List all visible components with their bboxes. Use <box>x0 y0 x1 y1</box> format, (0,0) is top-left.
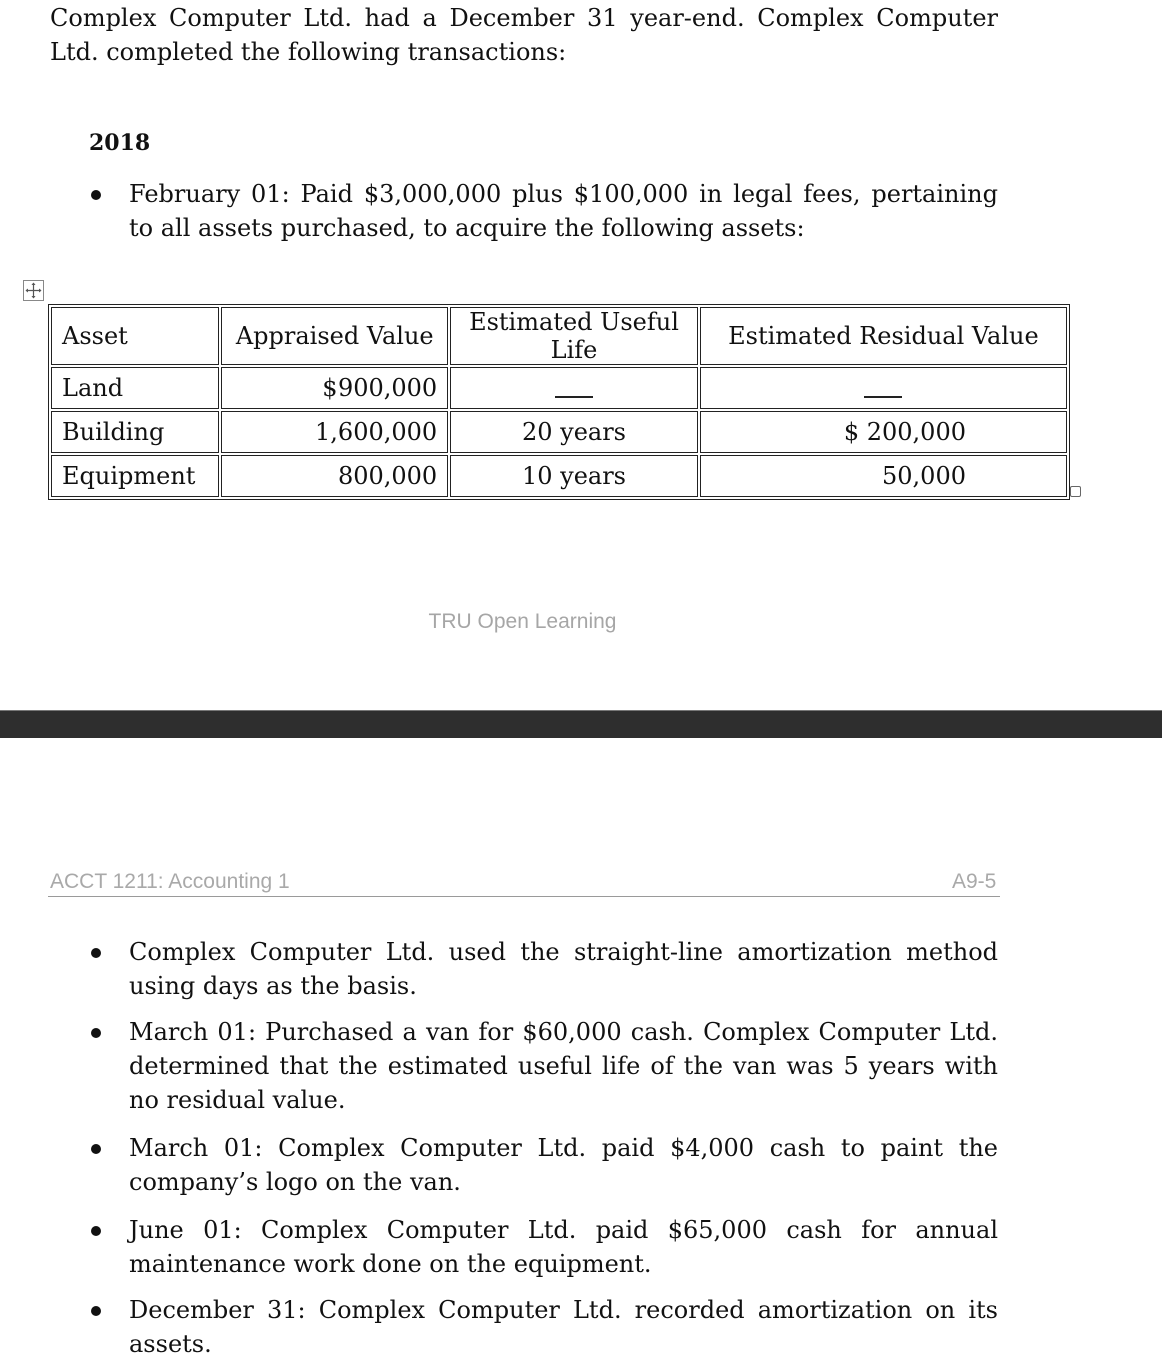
bullet-dot <box>91 1028 101 1038</box>
header-asset: Asset <box>51 307 219 365</box>
bullet-dot <box>91 1226 101 1236</box>
cell-life-dash <box>450 367 698 409</box>
page-break-bar <box>0 710 1162 738</box>
cell-appraised: 1,600,000 <box>221 411 448 453</box>
cell-residual: $ 200,000 <box>700 411 1067 453</box>
header-residual-value: Estimated Residual Value <box>700 307 1067 365</box>
cell-appraised <box>221 367 448 409</box>
cell-asset: Building <box>51 411 219 453</box>
cell-asset: Equipment <box>51 455 219 497</box>
assets-table <box>48 304 1070 500</box>
bullet-text: Complex Computer Ltd. used the straight-line amortization method using days as the basis. <box>129 938 998 1000</box>
course-header: ACCT 1211: Accounting 1 <box>50 870 290 893</box>
currency-symbol: $ <box>322 374 338 402</box>
table-row <box>51 455 1067 497</box>
table-row <box>51 411 1067 453</box>
appraised-value: 900,000 <box>337 374 438 402</box>
watermark-text: TRU Open Learning <box>428 610 617 633</box>
table-header-row <box>51 307 1067 365</box>
bullet-text: June 01: Complex Computer Ltd. paid $65,000 cash for annual maintenance work done on the equipment. <box>129 1216 998 1278</box>
bullet-dot <box>91 190 101 200</box>
header-appraised-value: Appraised Value <box>221 307 448 365</box>
cell-asset: Land <box>51 367 219 409</box>
header-useful-life: Estimated Useful Life <box>450 307 698 365</box>
cell-residual: 50,000 <box>700 455 1067 497</box>
bullet-dot <box>91 948 101 958</box>
table-row <box>51 367 1067 409</box>
bullet-dot <box>91 1144 101 1154</box>
bullet-text: March 01: Complex Computer Ltd. paid $4,000 cash to paint the company’s logo on the van. <box>129 1134 998 1196</box>
bullet-text: March 01: Purchased a van for $60,000 cash. Complex Computer Ltd. determined that the estimated useful life of the van was 5 years with no residual value. <box>129 1018 998 1114</box>
header-rule <box>48 896 1000 897</box>
table-resize-handle[interactable] <box>1070 486 1081 497</box>
bullet-dot <box>91 1306 101 1316</box>
page-number: A9-5 <box>952 870 997 893</box>
cell-life: 10 years <box>450 455 698 497</box>
year-heading: 2018 <box>89 130 151 156</box>
table-move-handle-icon[interactable] <box>23 280 44 301</box>
bullet-text: December 31: Complex Computer Ltd. recorded amortization on its assets. <box>129 1296 998 1358</box>
bullet-text: February 01: Paid $3,000,000 plus $100,000 in legal fees, pertaining to all assets purchased, to acquire the following assets: <box>129 180 998 242</box>
cell-appraised: 800,000 <box>221 455 448 497</box>
cell-life: 20 years <box>450 411 698 453</box>
intro-paragraph: Complex Computer Ltd. had a December 31 year-end. Complex Computer Ltd. completed the following transactions: <box>50 4 998 66</box>
cell-residual-dash <box>700 367 1067 409</box>
